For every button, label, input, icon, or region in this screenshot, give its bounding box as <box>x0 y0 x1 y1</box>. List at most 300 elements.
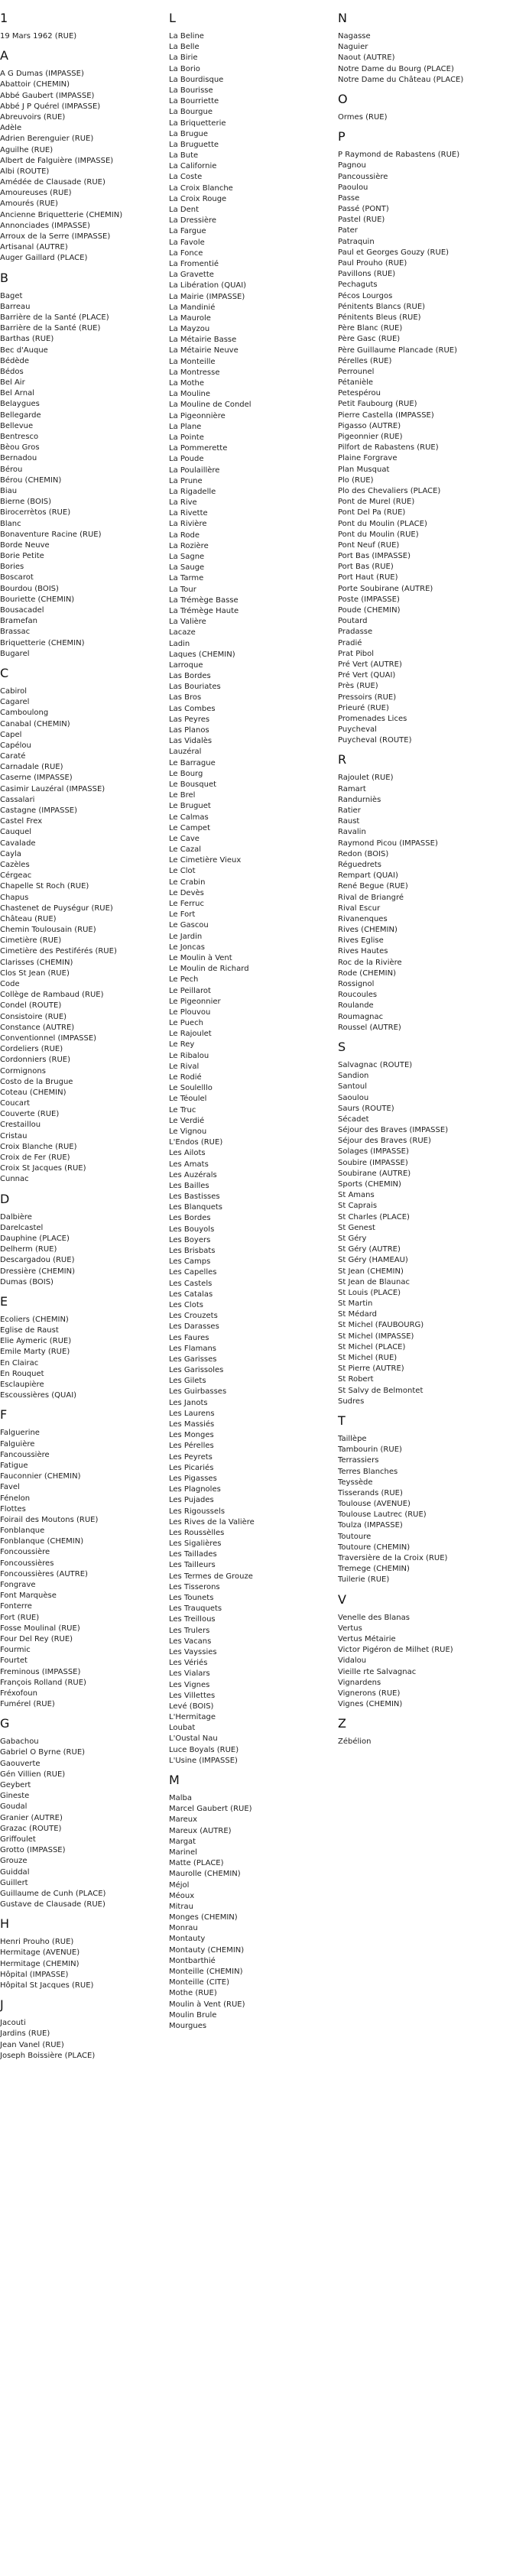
street-name: La Coste <box>169 173 203 182</box>
index-section <box>169 1773 326 2032</box>
street-name: Tambourin (RUE) <box>338 1445 402 1455</box>
street-name: Les Bouyols <box>169 1225 215 1234</box>
street-name: Gustave de Clausade (RUE) <box>0 1900 105 1909</box>
street-name: Cassalari <box>0 795 35 804</box>
street-name: Croix Blanche (RUE) <box>0 1142 77 1151</box>
street-name: La Mothe <box>169 379 205 388</box>
street-name: La Mouline <box>169 390 211 399</box>
street-list <box>338 1737 495 1747</box>
section-letter: S <box>338 1039 346 1054</box>
street-name: Ramart <box>338 784 366 793</box>
street-name: Port Bas (RUE) <box>338 563 394 572</box>
street-name: Consistoire (RUE) <box>0 1012 67 1021</box>
street-name: Fauconnier (CHEMIN) <box>0 1472 81 1481</box>
street-name: Terrassiers <box>338 1456 379 1465</box>
street-name: La Pointe <box>169 433 204 442</box>
street-name: La Mayzou <box>169 325 210 334</box>
street-name: Escoussières (QUAI) <box>0 1391 77 1400</box>
section-letter: A <box>0 48 8 63</box>
street-name: Les Massiés <box>169 1420 215 1429</box>
street-name: La Prune <box>169 476 203 485</box>
street-name: Le Cimetière Vieux <box>169 856 242 865</box>
street-name: Fénelon <box>0 1494 31 1503</box>
street-name: Le Verdié <box>169 1116 205 1125</box>
street-name: Bugarel <box>0 649 30 658</box>
street-name: Foncoussières (AUTRE) <box>0 1569 88 1578</box>
street-name: Grouze <box>0 1857 28 1866</box>
street-name: Belaygues <box>0 400 40 409</box>
street-name: Toutoure <box>338 1532 372 1541</box>
street-name: Randurniès <box>338 795 381 804</box>
street-name: Le Rajoulet <box>169 1030 212 1039</box>
index-section <box>169 11 326 1767</box>
street-name: Barreau <box>0 302 31 311</box>
street-name: Méjol <box>169 1880 190 1890</box>
street-name: La Birie <box>169 54 198 63</box>
index-section <box>0 666 157 1186</box>
street-name: Notre Dame du Bourg (PLACE) <box>338 64 454 73</box>
street-name: Rival Escur <box>338 904 381 913</box>
street-name: Patraquin <box>338 237 375 246</box>
street-name: Plaine Forgrave <box>338 454 398 463</box>
street-name: Ravalin <box>338 828 366 837</box>
street-name: Les Catalas <box>169 1290 213 1299</box>
street-name: Les Auzérals <box>169 1170 217 1179</box>
street-name: Blanc <box>0 519 21 528</box>
street-name: Canabal (CHEMIN) <box>0 719 70 728</box>
street-name: Paul Prouho (RUE) <box>338 259 407 268</box>
street-list <box>0 1937 157 1991</box>
street-name: Les Faures <box>169 1333 209 1342</box>
street-name: Rives Hautes <box>338 947 388 956</box>
street-name: Le Rodié <box>169 1073 202 1082</box>
street-name: Las Peyres <box>169 715 210 724</box>
street-name: La Fromentié <box>169 259 219 268</box>
street-name: Goudal <box>0 1802 28 1812</box>
street-name: Les Guirbasses <box>169 1387 227 1397</box>
street-name: La Bourisse <box>169 86 213 95</box>
street-name: Emile Marty (RUE) <box>0 1348 70 1357</box>
street-name: Cavalade <box>0 839 36 848</box>
street-name: La Monteille <box>169 357 216 366</box>
street-name: Cagarel <box>0 698 30 707</box>
street-name: Maurolle (CHEMIN) <box>169 1870 241 1879</box>
street-name: Casimir Lauzéral (IMPASSE) <box>0 784 105 793</box>
street-name: Monrau <box>169 1924 198 1933</box>
street-name: Amédée de Clausade (RUE) <box>0 178 105 187</box>
street-name: Descargadou (RUE) <box>0 1256 75 1265</box>
index-section <box>338 92 495 123</box>
street-name: Les Ailots <box>169 1149 206 1158</box>
street-name: Passe <box>338 193 360 203</box>
street-name: 19 Mars 1962 (RUE) <box>0 32 77 41</box>
street-name: Biau <box>0 486 18 495</box>
street-name: Sécadet <box>338 1114 369 1124</box>
street-name: St Géry (AUTRE) <box>338 1245 401 1254</box>
street-name: Paoulou <box>338 183 368 192</box>
street-name: Les Plagnoles <box>169 1485 221 1494</box>
street-name: St Louis (PLACE) <box>338 1288 401 1297</box>
street-name: Dauphine (PLACE) <box>0 1234 70 1243</box>
street-name: Réguedrets <box>338 860 382 869</box>
street-name: Monteille (CITE) <box>169 1978 229 1987</box>
index-section <box>0 1192 157 1288</box>
street-name: Fongrave <box>0 1581 36 1589</box>
street-list <box>338 1434 495 1586</box>
street-name: Lauzéral <box>169 748 202 757</box>
street-name: Chastenet de Puységur (RUE) <box>0 904 113 913</box>
street-name: Abreuvoirs (RUE) <box>0 112 66 122</box>
section-letter: M <box>169 1773 180 1787</box>
street-name: Port Bas (IMPASSE) <box>338 552 411 561</box>
street-name: Le Moulin à Vent <box>169 953 232 962</box>
street-name: La Trémège Basse <box>169 595 239 605</box>
street-name: Les Pigasses <box>169 1474 217 1483</box>
street-name: Falguière <box>0 1439 35 1449</box>
street-name: Cimetière (RUE) <box>0 936 62 946</box>
street-name: Port Haut (RUE) <box>338 573 398 582</box>
street-name: Les Crouzets <box>169 1312 218 1321</box>
street-name: La Tour <box>169 585 196 594</box>
street-name: Gabriel O Byrne (RUE) <box>0 1748 86 1757</box>
street-name: Pilfort de Rabastens (RUE) <box>338 443 439 453</box>
street-name: Les Capelles <box>169 1268 217 1277</box>
street-list <box>338 1060 495 1407</box>
street-name: Bourdou (BOIS) <box>0 584 59 593</box>
street-name: Bernadou <box>0 454 37 463</box>
index-section <box>338 1716 495 1747</box>
street-name: Victor Pigéron de Milhet (RUE) <box>338 1646 453 1655</box>
street-name: Sudres <box>338 1397 365 1406</box>
street-name: Fonblanque <box>0 1526 45 1536</box>
street-name: Soubire (IMPASSE) <box>338 1158 408 1167</box>
street-name: Le Pigeonnier <box>169 997 221 1006</box>
street-name: Loubat <box>169 1724 196 1733</box>
street-name: La Briquetterie <box>169 118 226 128</box>
street-name: Esclaupière <box>0 1380 44 1389</box>
street-name: Vieille rte Salvagnac <box>338 1667 417 1676</box>
street-name: Larroque <box>169 660 203 670</box>
street-name: Ancienne Briquetterie (CHEMIN) <box>0 210 123 219</box>
street-name: Costo de la Brugue <box>0 1077 73 1086</box>
street-name: Les Trulers <box>169 1626 210 1635</box>
street-name: Bérou <box>0 465 23 474</box>
street-name: Perrounel <box>338 367 375 376</box>
street-name: Bierne (BOIS) <box>0 498 52 507</box>
street-name: La Dressière <box>169 216 217 225</box>
street-name: Poste (IMPASSE) <box>338 595 400 604</box>
street-name: Montauty <box>169 1935 206 1944</box>
street-name: Monteille (CHEMIN) <box>169 1968 243 1976</box>
street-name: Les Laurens <box>169 1409 215 1418</box>
street-name: Toulouse (AVENUE) <box>338 1500 411 1509</box>
street-list <box>0 291 157 660</box>
street-name: Le Campet <box>169 823 210 832</box>
street-name: Collège de Rambaud (RUE) <box>0 991 104 1000</box>
street-name: Paul et Georges Gouzy (RUE) <box>338 248 449 257</box>
section-letter: L <box>169 11 176 25</box>
street-name: Cimetière des Pestiférés (RUE) <box>0 947 117 956</box>
street-name: Castel Frex <box>0 817 43 826</box>
street-name: Pré Vert (AUTRE) <box>338 660 402 669</box>
street-name: St Charles (PLACE) <box>338 1212 410 1221</box>
column-3 <box>338 11 495 1754</box>
section-letter: C <box>0 665 9 680</box>
street-name: Séjour des Braves (RUE) <box>338 1137 431 1146</box>
street-name: Vertus <box>338 1624 362 1633</box>
street-name: Clarisses (CHEMIN) <box>0 958 73 967</box>
street-name: St Pierre (AUTRE) <box>338 1364 404 1374</box>
street-list <box>338 31 495 86</box>
section-letter: V <box>338 1591 346 1607</box>
street-name: Four Del Rey (RUE) <box>0 1634 73 1643</box>
street-name: La Bute <box>169 151 199 161</box>
street-name: Les Monges <box>169 1431 214 1440</box>
street-name: Marcel Gaubert (RUE) <box>169 1805 252 1814</box>
street-name: Favel <box>0 1483 20 1492</box>
street-name: Passé (PONT) <box>338 205 389 214</box>
street-name: Promenades Lices <box>338 714 407 723</box>
street-name: Las Bros <box>169 693 202 702</box>
street-name: Mourgues <box>169 2021 207 2030</box>
street-name: Adrien Berenguier (RUE) <box>0 135 94 144</box>
street-name: L'Hermitage <box>169 1713 216 1722</box>
street-name: Le Rival <box>169 1062 200 1071</box>
street-name: Plo des Chevaliers (PLACE) <box>338 486 441 495</box>
street-name: Matte (PLACE) <box>169 1859 224 1868</box>
index-section <box>0 1716 157 1910</box>
section-letter: J <box>0 1997 4 2013</box>
section-letter: R <box>338 752 347 767</box>
street-name: Redon (BOIS) <box>338 849 389 858</box>
street-name: Fatigue <box>0 1461 28 1470</box>
street-name: Dalbière <box>0 1212 32 1221</box>
street-name: Ratier <box>338 806 361 815</box>
street-name: Le Clot <box>169 867 196 876</box>
street-name: Vidalou <box>338 1656 367 1666</box>
street-name: Pradasse <box>338 628 373 637</box>
street-name: La Beline <box>169 32 204 41</box>
street-name: Cérgeac <box>0 871 32 881</box>
street-name: Fonterre <box>0 1602 32 1611</box>
street-name: La Belle <box>169 43 200 52</box>
street-name: Le Gascou <box>169 921 209 930</box>
street-name: Les Janots <box>169 1398 208 1407</box>
street-name: Delherm (RUE) <box>0 1245 57 1254</box>
index-section <box>338 1413 495 1586</box>
section-letter: 1 <box>0 11 8 25</box>
street-name: Pont Del Pa (RUE) <box>338 508 406 517</box>
street-name: La Californie <box>169 162 217 171</box>
street-name: Cristau <box>0 1131 28 1140</box>
street-name: La Poulaillère <box>169 466 220 475</box>
street-name: La Bourriette <box>169 97 219 106</box>
street-name: Bellevue <box>0 421 34 430</box>
street-name: Fumérel (RUE) <box>0 1700 55 1709</box>
street-name: Fonblanque (CHEMIN) <box>0 1537 84 1546</box>
street-name: Caraté <box>0 752 26 761</box>
street-name: Bel Arnal <box>0 389 34 398</box>
street-name: Petit Faubourg (RUE) <box>338 400 417 409</box>
street-name: Dumas (BOIS) <box>0 1277 54 1286</box>
section-letter: B <box>0 270 8 285</box>
street-name: Nagasse <box>338 32 371 41</box>
street-name: Les Brisbats <box>169 1247 216 1255</box>
street-name: Barrière de la Santé (RUE) <box>0 324 101 333</box>
street-name: Le Plouvou <box>169 1007 211 1017</box>
street-name: Le Téoulel <box>169 1095 207 1104</box>
street-name: Eglise de Raust <box>0 1326 59 1335</box>
street-name: Bérou (CHEMIN) <box>0 475 62 485</box>
street-name: Pater <box>338 226 358 235</box>
street-name: La Rode <box>169 530 200 540</box>
street-name: Pigeonnier (RUE) <box>338 433 403 441</box>
street-name: Pétanièle <box>338 378 374 388</box>
street-name: Le Barrague <box>169 758 216 767</box>
street-name: Roulande <box>338 1001 374 1011</box>
street-name: Santoul <box>338 1082 367 1092</box>
street-name: Hermitage (AVENUE) <box>0 1948 80 1958</box>
street-name: Les Bastisses <box>169 1192 220 1202</box>
street-name: La Rivette <box>169 509 208 518</box>
street-name: Pont du Moulin (RUE) <box>338 530 419 539</box>
street-name: Foncoussières <box>0 1559 54 1568</box>
street-name: Fourmic <box>0 1646 31 1655</box>
street-list <box>338 773 495 1033</box>
column-2 <box>169 11 326 2038</box>
street-name: Griffoulet <box>0 1835 36 1844</box>
section-letter: O <box>338 91 348 106</box>
street-name: Borde Neuve <box>0 540 50 550</box>
street-name: Vignardens <box>338 1678 381 1687</box>
street-name: La Pigeonnière <box>169 411 226 420</box>
street-name: Les Castels <box>169 1279 213 1288</box>
street-name: Castagne (IMPASSE) <box>0 806 78 815</box>
street-name: Conventionnel (IMPASSE) <box>0 1033 97 1043</box>
street-name: Amoureuses (RUE) <box>0 189 72 198</box>
street-name: La Bourdisque <box>169 75 224 84</box>
street-name: La Sauge <box>169 563 205 573</box>
street-name: La Rivière <box>169 520 207 529</box>
street-list <box>169 1793 326 2032</box>
street-name: Elie Aymeric (RUE) <box>0 1337 72 1346</box>
street-name: Bec d'Auque <box>0 346 48 355</box>
street-name: Constance (AUTRE) <box>0 1023 75 1032</box>
street-name: Poude (CHEMIN) <box>338 606 401 615</box>
street-name: Séjour des Braves (IMPASSE) <box>338 1126 449 1135</box>
street-name: Raust <box>338 817 360 826</box>
street-name: Les Bailles <box>169 1181 209 1190</box>
street-name: Lacaze <box>169 628 196 638</box>
street-name: La Montresse <box>169 368 220 377</box>
street-name: St Robert <box>338 1375 374 1384</box>
street-name: Bentresco <box>0 433 39 441</box>
street-name: Père Guillaume Plancade (RUE) <box>338 346 457 355</box>
street-name: La Mandinié <box>169 303 216 312</box>
street-name: Pénitents Bleus (RUE) <box>338 313 421 322</box>
street-name: Briquetterie (CHEMIN) <box>0 638 85 647</box>
street-name: Mothe (RUE) <box>169 1989 217 1998</box>
street-name: Cormignons <box>0 1066 46 1075</box>
street-name: René Begue (RUE) <box>338 882 408 891</box>
street-name: Las Bouriates <box>169 683 221 692</box>
street-name: Le Ribalou <box>169 1051 209 1060</box>
street-name: Bel Air <box>0 378 25 388</box>
section-letter: E <box>0 1293 8 1309</box>
street-list <box>0 1428 157 1710</box>
street-name: Coteau (CHEMIN) <box>0 1088 67 1097</box>
street-list <box>0 31 157 42</box>
street-name: François Rolland (RUE) <box>0 1678 86 1687</box>
street-name: Cabirol <box>0 686 28 696</box>
street-name: Pigasso (AUTRE) <box>338 421 401 430</box>
street-name: Les Blanquets <box>169 1203 223 1212</box>
street-name: Pré Vert (QUAI) <box>338 671 396 680</box>
street-name: Sandion <box>338 1072 369 1081</box>
street-name: Rode (CHEMIN) <box>338 968 396 978</box>
street-name: Fort (RUE) <box>0 1613 40 1622</box>
street-list <box>338 112 495 123</box>
street-name: Les Sigalières <box>169 1539 222 1549</box>
index-section <box>0 11 157 42</box>
street-name: La Croix Rouge <box>169 194 227 203</box>
index-section <box>338 1040 495 1407</box>
street-name: Auger Gaillard (PLACE) <box>0 254 88 263</box>
street-name: Les Tounets <box>169 1594 214 1602</box>
index-section <box>0 1407 157 1710</box>
street-name: Les Pujades <box>169 1496 214 1505</box>
street-name: Les Pérelles <box>169 1442 214 1451</box>
street-name: Les Flamans <box>169 1344 217 1353</box>
street-name: Boscarot <box>0 573 34 582</box>
street-name: Falguerine <box>0 1429 40 1438</box>
street-name: Les Gilets <box>169 1377 206 1386</box>
street-name: Bèou Gros <box>0 443 40 453</box>
street-name: Les Vériés <box>169 1659 208 1668</box>
street-name: Le Puech <box>169 1019 203 1028</box>
street-list <box>0 2018 157 2062</box>
street-name: Baget <box>0 291 23 300</box>
street-name: Traversière de la Croix (RUE) <box>338 1554 448 1562</box>
street-name: Les Vignes <box>169 1680 210 1689</box>
street-name: Le Ferruc <box>169 900 204 908</box>
section-letter: G <box>0 1716 10 1731</box>
street-name: Rempart (QUAI) <box>338 871 398 881</box>
street-name: Teyssède <box>338 1478 373 1487</box>
street-name: Margat <box>169 1837 196 1846</box>
street-name: Monges (CHEMIN) <box>169 1913 238 1922</box>
street-name: Pécos Lourgos <box>338 291 393 300</box>
street-name: Vignerons (RUE) <box>338 1689 401 1698</box>
street-name: Toulouse Lautrec (RUE) <box>338 1510 427 1520</box>
street-name: Cunnac <box>0 1175 29 1184</box>
street-name: Rival de Briangré <box>338 893 404 902</box>
street-name: Naguier <box>338 43 368 52</box>
street-name: Pavillons (RUE) <box>338 270 396 279</box>
street-name: Freminous (IMPASSE) <box>0 1667 81 1676</box>
street-name: Foncoussière <box>0 1548 50 1557</box>
index-section <box>338 1592 495 1711</box>
street-name: La Rive <box>169 498 197 508</box>
street-name: Abattoir (CHEMIN) <box>0 80 70 89</box>
section-letter: N <box>338 11 347 25</box>
street-name: Plo (RUE) <box>338 475 374 485</box>
street-name: Le Joncas <box>169 942 205 952</box>
street-name: Pérelles (RUE) <box>338 356 392 365</box>
street-name: Roussel (AUTRE) <box>338 1023 401 1032</box>
street-name: St Géry (HAMEAU) <box>338 1256 408 1265</box>
street-name: Caserne (IMPASSE) <box>0 774 73 783</box>
